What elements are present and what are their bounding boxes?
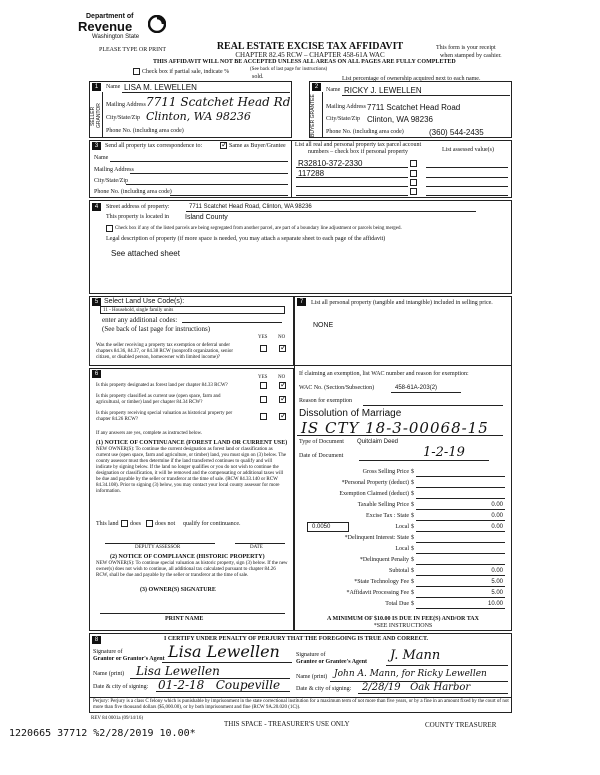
notice1-title: (1) NOTICE OF CONTINUANCE (FOREST LAND OR CURRENT USE) [96, 440, 288, 446]
sold-label: sold. [252, 74, 264, 80]
dollar-3: $ [411, 502, 414, 508]
located-label: This property is located in [106, 214, 169, 220]
row-value-12: 10.00 [487, 601, 503, 607]
historic-no-checkbox[interactable] [279, 413, 286, 420]
dollar-5: $ [411, 524, 414, 530]
grantee-sig-label1: Signature of [296, 652, 326, 658]
partial-sale-label: Check box if partial sale, indicate % [142, 69, 230, 75]
dollar-10: $ [411, 579, 414, 585]
historic-question: Is this property receiving special valuation as historical property per chapter 84.26 RCW? [96, 411, 233, 422]
assessor-date-label: DATE [250, 545, 263, 550]
section-7 [294, 296, 512, 631]
perjury-text: Perjury: Perjury is a class C felony which is punishable by imprisonment in the state correctional institution for a maximum term of not more than five years, or by a fine in an amount fixed by the court of not more than five thousand dollars ($5,000.00), or by both imprisonment and fine (RCW 9A.20.020 (1C)). [93, 699, 509, 710]
street-label: Street address of property: [106, 204, 170, 210]
notice2-body: NEW OWNER(S): To continue special valuation as historic property, sign (3) below. If the new owner(s) does not wish to continue, all additional tax calculated pursuant to chapter 84.26 RCW, shall be due and payable by the seller or transferor at the time of sale. [96, 561, 288, 578]
receipt-note2: when stamped by cashier. [440, 53, 502, 59]
row-label-6: *Delinquent Interest: State [344, 535, 409, 541]
seller-mailing-label: Mailing Address [106, 102, 146, 108]
doc-type-value: Quitclaim Deed [357, 439, 399, 445]
form-chapter: CHAPTER 82.45 RCW – CHAPTER 458-61A WAC [235, 51, 385, 59]
row-label-7: Local [395, 546, 409, 552]
row-label-11: *Affidavit Processing Fee [346, 590, 409, 596]
case-number: IS CTY 18-3-00068-15 [301, 419, 489, 437]
row-value-10: 5.00 [491, 579, 503, 585]
s3-phone-label: Phone No. (including area code) [94, 189, 172, 195]
rev-number: REV 84 0001a (09/14/16) [91, 716, 143, 721]
row-value-11: 5.00 [491, 590, 503, 596]
grantor-date: 01-2-18 Coupeville [158, 678, 281, 692]
seller-name-value: LISA M. LEWELLEN [124, 83, 197, 92]
tax-table [295, 467, 511, 607]
does-checkbox[interactable] [121, 520, 128, 527]
s5-yes: YES [258, 335, 268, 340]
segregated-label: Check box if any of the listed parcels are being segregated from another parcel, are part of a boundary line adjustment or parcels being merged. [115, 226, 402, 231]
legal-label: Legal description of property (if more space is needed, you may attach a separate sheet to each page of the affidavit) [106, 236, 386, 242]
legal-value: See attached sheet [111, 249, 180, 258]
dollar-9: $ [411, 568, 414, 574]
buyer-name-value: RICKY J. LEWELLEN [344, 86, 422, 95]
row-label-2: Exemption Claimed (deduct) [339, 491, 409, 497]
please-type: PLEASE TYPE OR PRINT [99, 47, 167, 53]
section-6-number: 6 [92, 370, 101, 378]
additional-codes-label: enter any additional codes: [102, 316, 178, 324]
section-3 [89, 140, 512, 198]
local-rate-value: 0.0050 [312, 524, 331, 530]
grantor-sig-label1: Signature of [93, 649, 123, 655]
qualify-label: qualify for continuance. [183, 521, 241, 527]
grantee-sig-label2: Grantee or Grantee's Agent [296, 659, 368, 665]
form-title: REAL ESTATE EXCISE TAX AFFIDAVIT [216, 41, 404, 52]
buyer-mailing-value: 7711 Scatchet Head Road [367, 103, 461, 112]
grantee-name-label: Name (print) [296, 674, 328, 680]
row-label-5: Local [395, 524, 409, 530]
does-not-label: does not [155, 521, 176, 527]
grantor-signature: Lisa Lewellen [168, 642, 280, 661]
revenue-logo-icon [148, 15, 166, 33]
dollar-4: $ [411, 513, 414, 519]
row-label-4: Excise Tax : State [366, 513, 409, 519]
land-use-value: 11 - Household, single family units [103, 308, 174, 313]
forest-question: Is this property designated as forest land per chapter 84.33 RCW? [96, 383, 228, 388]
section-1-seller [89, 81, 292, 138]
send-correspondence-label: Send all property tax correspondence to: [105, 143, 203, 149]
does-not-checkbox[interactable] [146, 520, 153, 527]
s6-no: NO [278, 375, 286, 380]
wac-label: WAC No. (Section/Subsection) [299, 385, 375, 391]
minimum-note: A MINIMUM OF $10.00 IS DUE IN FEE(S) AND/OR TAX [327, 616, 479, 622]
section-4-number: 4 [92, 203, 101, 211]
s3-mailing-label: Mailing Address [94, 167, 134, 173]
dollar-6: $ [411, 535, 414, 541]
dollar-2: $ [411, 491, 414, 497]
land-label: This land [96, 521, 119, 527]
section-5 [89, 296, 294, 366]
dollar-11: $ [411, 590, 414, 596]
buyer-city-label: City/State/Zip [326, 116, 360, 122]
exempt-no-checkbox[interactable] [279, 345, 286, 352]
row-label-0: Gross Selling Price [362, 469, 409, 475]
list-pct-note: List percentage of ownership acquired next to each name. [342, 76, 481, 82]
row-value-3: 0.00 [491, 502, 503, 508]
local-rate-box [307, 522, 349, 532]
same-as-buyer-label: Same as Buyer/Grantee [229, 143, 286, 149]
see-back-note: (See back of last page for instructions) [102, 325, 211, 333]
section-2-number: 2 [312, 83, 321, 91]
row-value-5: 0.00 [491, 524, 503, 530]
treasurer-space: THIS SPACE - TREASURER'S USE ONLY [224, 720, 350, 728]
if-yes-note: If any answers are yes, complete as instructed below. [96, 431, 203, 436]
receipt-note1: This form is your receipt [436, 45, 496, 51]
dept-line2: Revenue [78, 19, 133, 34]
row-label-10: *State Technology Fee [354, 579, 409, 585]
notice1-body: NEW OWNER(S): To continue the current designation as forest land or classification as current use (open space, farm and agriculture, or timber) land, you must sign on (3) below. The county assessor must then determine if the land transferred continues to qualify and will indicate by signing below. If the land no longer qualifies or you do not wish to continue the designation or classification, it will be removed and the compensating or additional taxes will be due and payable by the seller or transferor at the time of sale. (RCW 84.33.140 or RCW 84.34.108). Prior to signing (3) below, you may contact your local county assessor for more information. [96, 447, 287, 494]
row-label-9: Subtotal [388, 568, 409, 574]
section-4 [89, 200, 512, 294]
historic-yes-checkbox[interactable] [260, 413, 267, 420]
grantee-date-label: Date & city of signing: [296, 686, 352, 692]
dept-line3: Washington State [92, 34, 140, 40]
section-3-number: 3 [92, 142, 101, 150]
dollar-1: $ [411, 480, 414, 486]
section-5-number: 5 [92, 298, 101, 306]
deputy-assessor-label: DEPUTY ASSESSOR [135, 545, 181, 550]
row-value-9: 0.00 [491, 568, 503, 574]
grantee-signature: J. Mann [390, 648, 441, 663]
logo [78, 13, 178, 45]
same-as-buyer-checkbox[interactable] [220, 142, 227, 149]
s5-no: NO [278, 335, 286, 340]
see-instructions: *SEE INSTRUCTIONS [373, 623, 433, 629]
does-label: does [130, 521, 141, 527]
seller-city-label: City/State/Zip [106, 115, 140, 121]
grantor-date-label: Date & city of signing: [93, 684, 149, 690]
see-page-note: (See back of last page for instructions) [250, 67, 328, 72]
certify-text: I CERTIFY UNDER PENALTY OF PERJURY THAT THE FOREGOING IS TRUE AND CORRECT. [164, 636, 429, 642]
exempt-yes-checkbox[interactable] [260, 345, 267, 352]
forest-no-checkbox[interactable] [279, 382, 286, 389]
land-use-select[interactable] [100, 306, 285, 314]
form-warning: THIS AFFIDAVIT WILL NOT BE ACCEPTED UNLESS ALL AREAS ON ALL PAGES ARE FULLY COMPLETED [153, 59, 456, 65]
section-1-number: 1 [92, 83, 101, 91]
s3-name-label: Name [94, 155, 109, 161]
segregated-checkbox[interactable] [106, 225, 113, 232]
parcel-header: List all real and personal property tax parcel account numbers – check box if personal property [294, 142, 422, 155]
parcel-3-personal-checkbox[interactable] [410, 179, 417, 186]
section-7-number: 7 [297, 298, 306, 306]
seller-phone-label: Phone No. (including area code) [106, 128, 184, 134]
buyer-name-label: Name [326, 87, 341, 93]
grantee-date: 2/28/19 Oak Harbor [362, 682, 471, 693]
row-label-8: *Delinquent Penalty [359, 557, 409, 563]
land-use-label: Select Land Use Code(s): [104, 298, 185, 305]
s3-city-label: City/State/Zip [94, 178, 128, 184]
partial-sale-checkbox[interactable] [133, 68, 140, 75]
parcel-4-personal-checkbox[interactable] [410, 188, 417, 195]
reason-value: Dissolution of Marriage [299, 408, 402, 419]
seller-city-value: Clinton, WA 98236 [146, 110, 251, 123]
recording-stamp: 1220665 37712 %2/28/2019 10.00* [9, 728, 196, 739]
county-treasurer: COUNTY TREASURER [425, 721, 497, 729]
grantor-name-label: Name (print) [93, 671, 125, 677]
doc-date-value: 1-2-19 [423, 445, 465, 460]
exemption-note: If claiming an exemption, list WAC number and reason for exemption: [299, 371, 469, 377]
dollar-8: $ [411, 557, 414, 563]
s6-yes: YES [258, 375, 268, 380]
notice2-title: (2) NOTICE OF COMPLIANCE (HISTORIC PROPERTY) [110, 554, 265, 560]
buyer-city-value: Clinton, WA 98236 [367, 115, 433, 124]
parcel-1: R32810-372-2330 [298, 159, 363, 168]
row-value-4: 0.00 [491, 513, 503, 519]
personal-property-value: NONE [313, 322, 334, 329]
dept-line1: Department of [86, 13, 134, 20]
seller-name-label: Name [106, 84, 121, 90]
dollar-7: $ [411, 546, 414, 552]
parcel-1-personal-checkbox[interactable] [410, 160, 417, 167]
reason-label: Reason for exemption [299, 398, 352, 404]
grantor-sig-label2: Grantor or Grantor's Agent [93, 656, 165, 662]
grantee-name: John A. Mann, for Ricky Lewellen [334, 669, 487, 679]
buyer-phone-value: (360) 544-2435 [429, 128, 484, 137]
street-value: 7711 Scatchet Head Road, Clinton, WA 98236 [189, 204, 312, 210]
grantor-name: Lisa Lewellen [136, 664, 220, 678]
forest-yes-checkbox[interactable] [260, 382, 267, 389]
located-value: Island County [185, 214, 228, 221]
section-2-buyer [309, 81, 512, 138]
print-name-label: PRINT NAME [165, 616, 204, 622]
section-8 [89, 633, 512, 713]
section-6 [89, 368, 294, 631]
current-use-no-checkbox[interactable] [279, 396, 286, 403]
parcel-2: 117288 [298, 169, 325, 178]
row-label-12: Total Due [385, 601, 409, 607]
buyer-mailing-label: Mailing Address [326, 104, 366, 110]
dollar-0: $ [411, 469, 414, 475]
row-label-3: Taxable Selling Price [357, 502, 409, 508]
buyer-phone-label: Phone No. (including area code) [326, 129, 404, 135]
owner-signature-label: (3) OWNER(S) SIGNATURE [140, 587, 216, 593]
seller-mailing-value: 7711 Scatchet Head Rd [146, 95, 291, 109]
assessed-header: List assessed value(s) [442, 147, 494, 153]
doc-type-label: Type of Document [299, 439, 344, 445]
row-label-1: *Personal Property (deduct) [341, 480, 409, 486]
parcel-2-personal-checkbox[interactable] [410, 170, 417, 177]
buyer-side-label: BUYER GRANTEE [310, 94, 316, 138]
wac-value: 458-61A-203(2) [395, 385, 438, 391]
personal-property-label: List all personal property (tangible and intangible) included in selling price. [311, 300, 493, 306]
section-8-number: 8 [92, 636, 101, 644]
seller-side-label: SELLER GRANTOR [90, 103, 102, 129]
current-use-question: Is this property classified as current use (open space, farm and agricultural, or timber) land per chapter 84.34 RCW? [96, 394, 221, 405]
current-use-yes-checkbox[interactable] [260, 396, 267, 403]
exempt-question: Was the seller receiving a property tax exemption or deferral under chapters 84.36, 84.37, or 84.38 RCW (nonprofit organization, senior citizen, or disabled person, homeowner with limited income)? [96, 343, 234, 360]
dollar-12: $ [411, 601, 414, 607]
doc-date-label: Date of Document [299, 453, 344, 459]
